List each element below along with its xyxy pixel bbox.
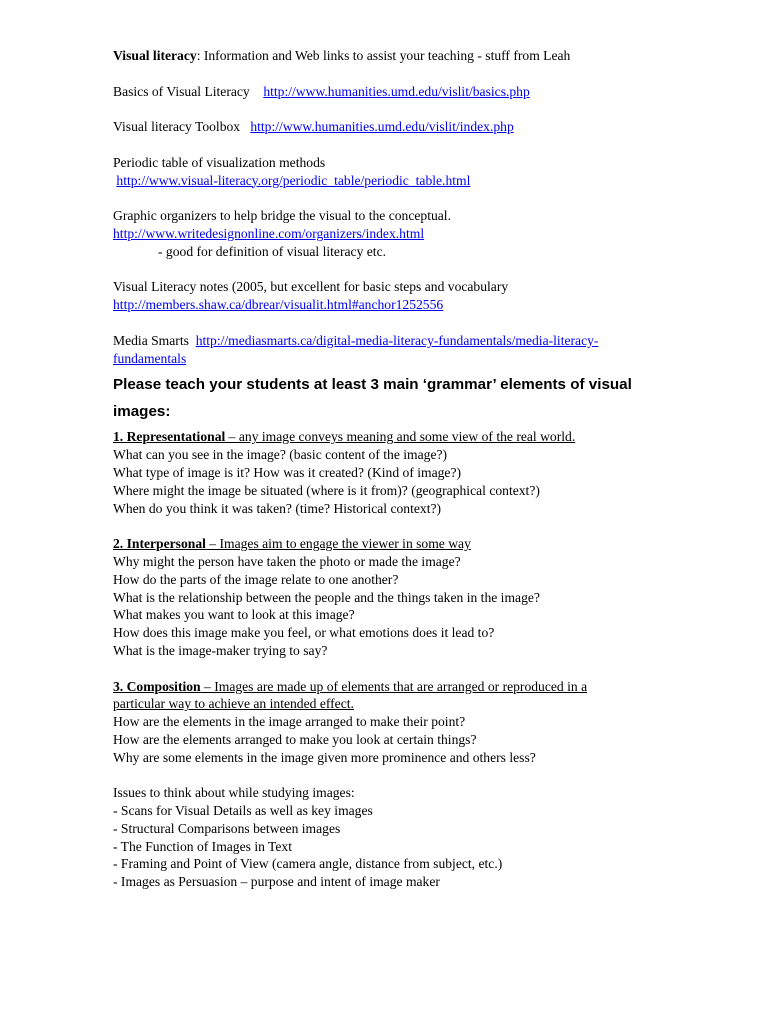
element-title: 3. Composition: [113, 678, 201, 694]
element-interpersonal-title: [113, 535, 673, 553]
element-title: 2. Interpersonal: [113, 536, 206, 552]
question: Why might the person have taken the photo or made the image?: [113, 553, 461, 569]
resource-link[interactable]: http://www.humanities.umd.edu/vislit/index.php: [250, 119, 514, 135]
question: What can you see in the image? (basic content of the image?): [113, 447, 448, 463]
title-rest: : Information and Web links to assist your teaching - stuff from Leah: [196, 48, 571, 63]
grammar-heading: Please teach your students at least 3 main ‘grammar’ elements of visual images:: [113, 376, 632, 421]
question: How are the elements in the image arranged to make their point?: [113, 714, 466, 730]
question: Why are some elements in the image given more prominence and others less?: [113, 749, 536, 765]
document-title: [113, 47, 673, 65]
resource-visual-literacy-notes: [113, 296, 673, 314]
element-desc: – Images aim to engage the viewer in some way: [205, 536, 471, 552]
resource-note: - good for definition of visual literacy etc.: [158, 243, 387, 259]
resource-label: Basics of Visual Literacy: [113, 83, 250, 99]
element-representational-title: [113, 428, 673, 446]
element-title: 1. Representational: [113, 429, 226, 445]
resource-label: Graphic organizers to help bridge the visual to the conceptual.: [113, 208, 451, 224]
question: What is the image-maker trying to say?: [113, 642, 328, 658]
question: What is the relationship between the people and the things taken in the image?: [113, 589, 540, 605]
issues-heading: Issues to think about while studying images:: [113, 785, 355, 801]
issue-item: - Structural Comparisons between images: [113, 820, 341, 836]
resource-periodic-table: [113, 172, 673, 190]
question: How do the parts of the image relate to one another?: [113, 571, 399, 587]
resource-toolbox: [113, 118, 673, 136]
issue-item: - Images as Persuasion – purpose and intent of image maker: [113, 874, 440, 890]
resource-link[interactable]: http://mediasmarts.ca/digital-media-literacy-fundamentals/media-literacy-: [195, 332, 599, 348]
resource-graphic-organizers: [113, 225, 673, 243]
element-desc: – any image conveys meaning and some view of the real world.: [225, 429, 576, 445]
title-bold: Visual literacy: [113, 48, 197, 63]
resource-link[interactable]: http://www.visual-literacy.org/periodic_table/periodic_table.html: [116, 172, 471, 188]
question: What type of image is it? How was it created? (Kind of image?): [113, 464, 462, 480]
resource-label: Visual literacy Toolbox: [113, 119, 241, 135]
resource-link[interactable]: fundamentals: [113, 350, 187, 366]
resource-media-smarts: [113, 332, 673, 350]
element-desc-cont: particular way to achieve an intended effect.: [113, 696, 354, 712]
document-page: [113, 47, 673, 891]
issue-item: - The Function of Images in Text: [113, 838, 293, 854]
resource-label: Media Smarts: [113, 332, 189, 348]
question: How are the elements arranged to make you look at certain things?: [113, 731, 477, 747]
resource-media-smarts-cont: [113, 350, 673, 368]
element-desc: – Images are made up of elements that are arranged or reproduced in a: [200, 678, 588, 694]
resource-basics: [113, 83, 673, 101]
question: When do you think it was taken? (time? Historical context?): [113, 500, 442, 516]
issue-item: - Framing and Point of View (camera angle, distance from subject, etc.): [113, 856, 503, 872]
question: Where might the image be situated (where is it from)? (geographical context?): [113, 482, 540, 498]
resource-link[interactable]: http://www.writedesignonline.com/organizers/index.html: [113, 225, 425, 241]
resource-label: Visual Literacy notes (2005, but excellent for basic steps and vocabulary: [113, 279, 509, 295]
resource-label: Periodic table of visualization methods: [113, 154, 326, 170]
resource-link[interactable]: http://members.shaw.ca/dbrear/visualit.html#anchor1252556: [113, 297, 444, 313]
question: What makes you want to look at this image?: [113, 607, 355, 623]
element-composition-title: [113, 678, 673, 696]
question: How does this image make you feel, or what emotions does it lead to?: [113, 625, 495, 641]
issue-item: - Scans for Visual Details as well as key images: [113, 803, 373, 819]
resource-link[interactable]: http://www.humanities.umd.edu/vislit/basics.php: [263, 83, 530, 99]
